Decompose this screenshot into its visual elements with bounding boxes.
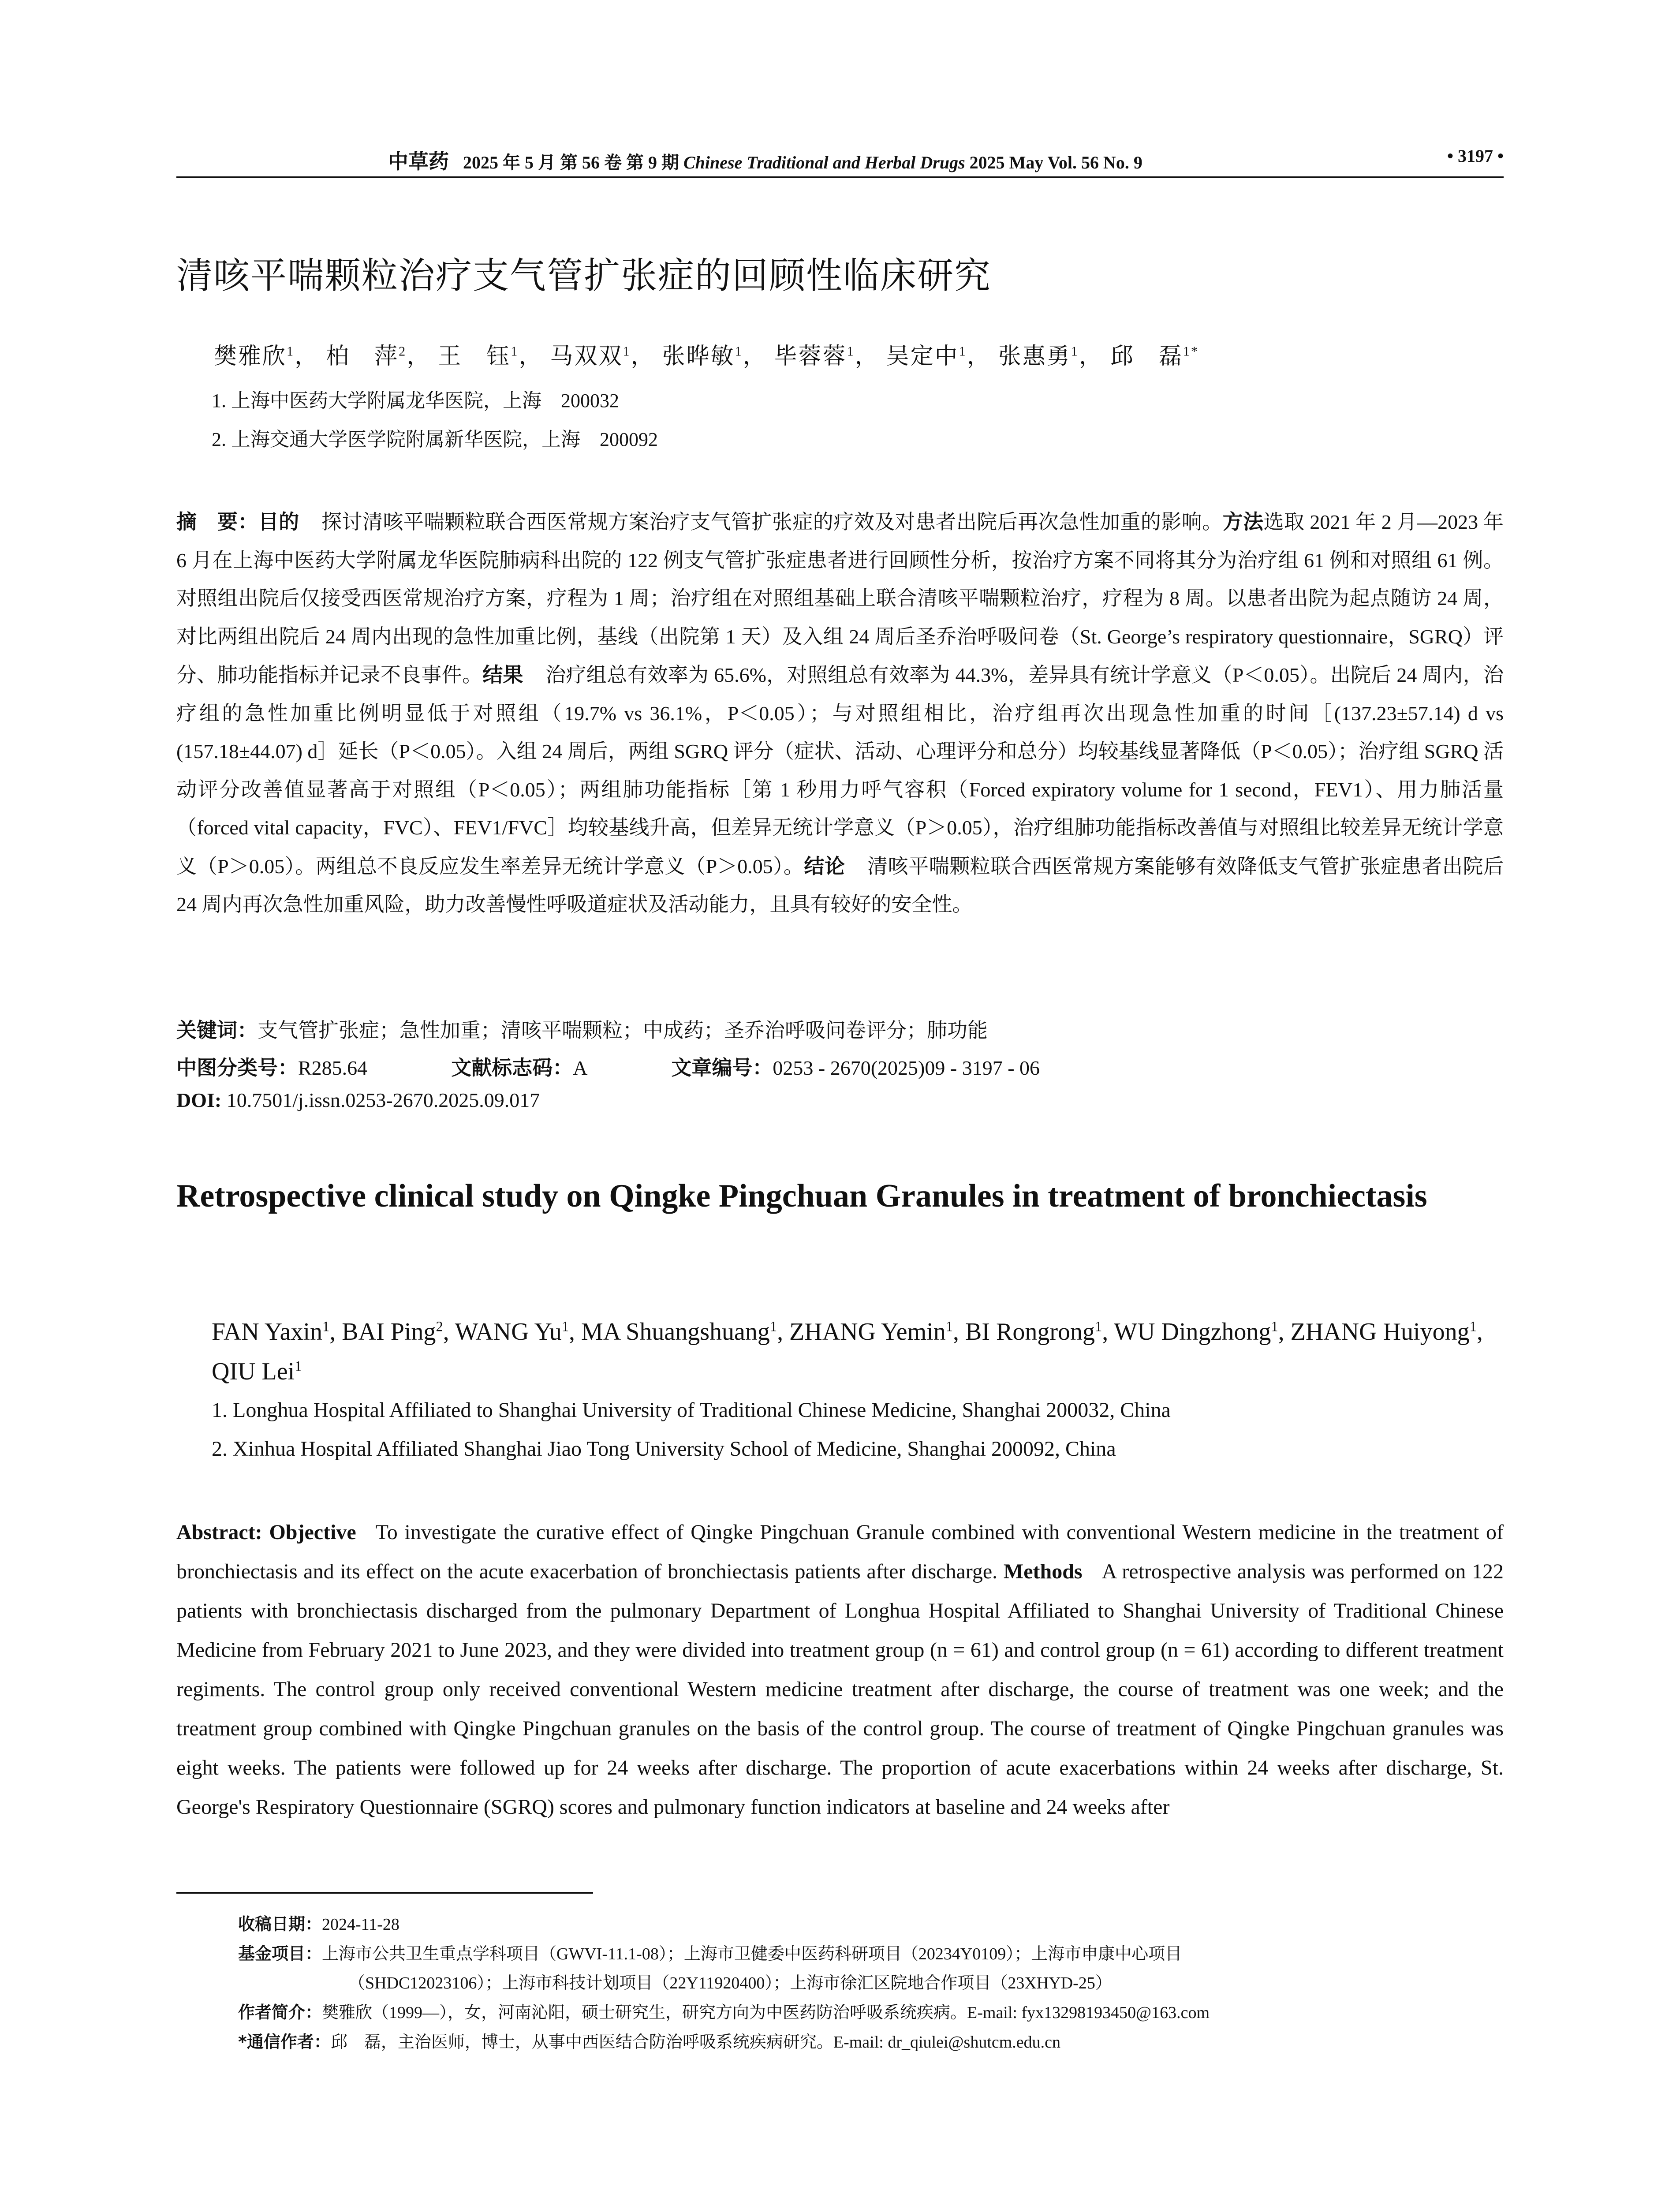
en-abstract-label: Abstract: [176,1521,262,1544]
cn-affiliation: 2. 上海交通大学医学院附属新华医院，上海 200092 [212,429,658,450]
footnotes [238,1910,1504,2057]
en-author: WU Dingzhong$^1$ [1114,1318,1278,1345]
cn-author: 张晔敏$^1$ [662,344,743,369]
en-author: ZHANG Huiyong$^1$ [1290,1318,1477,1345]
cn-author-list: 樊雅欣$^1$， 柏 萍$^2$， 王 钰$^1$， 马双双$^1$， 张晔敏$^1$， 毕蓉蓉$^1$， 吴定中$^1$， 张惠勇$^1$， 邱 磊$^{1*}$ [214,344,1199,369]
en-affiliation: 1. Longhua Hospital Affiliated to Shanghai University of Traditional Chinese Medicine, Shanghai 200032, China [212,1398,1171,1422]
cn-abstract-label: 摘 要： [176,510,258,534]
doi-link[interactable]: 10.7501/j.issn.0253-2670.2025.09.017 [226,1089,540,1111]
en-author: ZHANG Yemin$^1$ [789,1318,953,1345]
footnote-author-bio: 作者简介：樊雅欣（1999—），女，河南沁阳，硕士研究生，研究方向为中医药防治呼吸系统疾病。E-mail: fyx13298193450@163.com [238,2003,1210,2022]
page-number: • 3197 • [1447,146,1504,166]
header-journal-en: Chinese Traditional and Herbal Drugs [683,153,965,172]
cn-keywords-text: 支气管扩张症；急性加重；清咳平喘颗粒；中成药；圣乔治呼吸问卷评分；肺功能 [258,1019,988,1042]
cn-methods-text: 选取 2021 年 2 月—2023 年 6 月在上海中医药大学附属龙华医院肺病科出院的 122 例支气管扩张症患者进行回顾性分析，按治疗方案不同将其分为治疗组 61 例和对照组 61 例。对照组出院后仅接受西医常规治疗方案，疗程为 1 周；治疗组在对照组基础上联合清咳平喘颗粒治疗，疗程为 8 周。以患者出院为起点随访 24 周，对比两组出院后 24 周内出现的急性加重比例，基线（出院第 1 天）及入组 24 周后圣乔治呼吸问卷（St. George’s respiratory questionnaire，SGRQ）评分、肺功能指标并记录不良事件。 [176,511,1504,686]
header-divider [176,176,1504,178]
cn-abstract [176,503,1504,924]
en-author: MA Shuangshuang$^1$ [581,1318,777,1345]
cn-author: 张惠勇$^1$ [998,344,1079,369]
en-methods-label: Methods [1003,1560,1083,1583]
en-abstract [176,1513,1504,1827]
en-author: WANG Yu$^1$ [455,1318,569,1345]
doc-code-field: 文献标志码：A [451,1056,588,1080]
doi-label: DOI: [176,1089,222,1111]
cn-results-text: 治疗组总有效率为 65.6%，对照组总有效率为 44.3%，差异具有统计学意义（P＜0.05）。出院后 24 周内，治疗组的急性加重比例明显低于对照组（19.7% vs 36.1%，P＜0.05）；与对照组相比，治疗组再次出现急性加重的时间［(137.23±57.14) d vs (157.18±44.07) d］延长（P＜0.05）。入组 24 周后，两组 SGRQ 评分（症状、活动、心理评分和总分）均较基线显著降低（P＜0.05）；治疗组 SGRQ 活动评分改善值显著高于对照组（P＜0.05）；两组肺功能指标［第 1 秒用力呼气容积（Forced expiratory volume for 1 second，FEV1）、用力肺活量（forced vital capacity，FVC）、FEV1/FVC］均较基线升高，但差异无统计学意义（P＞0.05），治疗组肺功能指标改善值与对照组比较差异无统计学意义（P＞0.05）。两组总不良反应发生率差异无统计学意义（P＞0.05）。 [176,664,1504,878]
cn-author: 柏 萍$^2$ [326,344,407,369]
clc-field: 中图分类号：R285.64 [176,1056,368,1080]
cn-methods-label: 方法 [1222,510,1264,534]
cn-author: 马双双$^1$ [550,344,631,369]
cn-author: 王 钰$^1$ [438,344,519,369]
footnote-funding: 基金项目：上海市公共卫生重点学科项目（GWVI-11.1-08）；上海市卫健委中医药科研项目（20234Y0109）；上海市申康中心项目 （SHDC12023106）；上海市科技计划项目（22Y11920400）；上海市徐汇区院地合作项目（23XHYD-25） [238,1944,1182,1992]
cn-author: 樊雅欣$^1$ [214,344,295,369]
en-objective-label: Objective [269,1521,356,1544]
cn-keywords [176,1014,988,1043]
running-header [176,146,1504,181]
cn-conclusion-text: 清咳平喘颗粒联合西医常规方案能够有效降低支气管扩张症患者出院后 24 周内再次急性加重风险，助力改善慢性呼吸道症状及活动能力，且具有较好的安全性。 [176,855,1504,916]
doi-line [176,1088,540,1112]
header-issue-cn: 2025 年 5 月 第 56 卷 第 9 期 [463,153,679,172]
en-author: QIU Lei$^1$ [212,1358,302,1385]
en-author: FAN Yaxin$^1$ [212,1318,330,1345]
cn-author: 吴定中$^1$ [886,344,967,369]
en-author: BI Rongrong$^1$ [965,1318,1102,1345]
en-title: Retrospective clinical study on Qingke Pingchuan Granules in treatment of bronchiectasis [176,1178,1427,1214]
cn-affiliation: 1. 上海中医药大学附属龙华医院，上海 200032 [212,390,619,411]
en-objective-text: To investigate the curative effect of Qingke Pingchuan Granule combined with conventional Western medicine in the treatment of bronchiectasis and its effect on the acute exacerbation of bronchiectasis patients after discharge. [176,1521,1504,1583]
footnote-divider [176,1892,593,1894]
cn-title: 清咳平喘颗粒治疗支气管扩张症的回顾性临床研究 [176,255,992,297]
en-affiliation: 2. Xinhua Hospital Affiliated Shanghai Jiao Tong University School of Medicine, Shanghai 200092, China [212,1437,1116,1461]
cn-objective-label: 目的 [258,510,299,534]
en-author: BAI Ping$^2$ [342,1318,443,1345]
cn-results-label: 结果 [482,663,523,687]
en-author-list: FAN Yaxin$^1$, BAI Ping$^2$, WANG Yu$^1$, MA Shuangshuang$^1$, ZHANG Yemin$^1$, BI Rongrong$^1$, WU Dingzhong$^1$, ZHANG Huiyong$^1$, QIU Lei$^1$ [212,1318,1483,1385]
cn-author: 毕蓉蓉$^1$ [774,344,855,369]
article-no-field: 文章编号：0253 - 2670(2025)09 - 3197 - 06 [671,1056,1040,1080]
cn-objective-text: 探讨清咳平喘颗粒联合西医常规方案治疗支气管扩张症的疗效及对患者出院后再次急性加重的影响。 [321,511,1223,533]
header-journal-info [388,146,1142,175]
journal-brand: 中草药 [388,149,449,173]
en-methods-text: A retrospective analysis was performed on 122 patients with bronchiectasis discharged from the pulmonary Department of Longhua Hospital Affiliated to Shanghai University of Traditional Chinese Medicine from February 2021 to June 2023, and they were divided into treatment group (n = 61) and control group (n = 61) according to different treatment regiments. The control group only received conventional Western medicine treatment after discharge, the course of treatment was one week; and the treatment group combined with Qingke Pingchuan granules on the basis of the control group. The course of treatment of Qingke Pingchuan granules was eight weeks. The patients were followed up for 24 weeks after discharge. The proportion of acute exacerbations within 24 weeks after discharge, St. George's Respiratory Questionnaire (SGRQ) scores and pulmonary function indicators at baseline and 24 weeks after [176,1560,1504,1819]
cn-conclusion-label: 结论 [804,854,845,878]
header-issue-en: 2025 May Vol. 56 No. 9 [969,153,1142,172]
footnote-received: 收稿日期：2024-11-28 [238,1914,399,1934]
footnote-corresponding: *通信作者：邱 磊，主治医师，博士，从事中西医结合防治呼吸系统疾病研究。E-mail: dr_qiulei@shutcm.edu.cn [238,2032,1061,2052]
cn-classification [176,1052,1040,1081]
cn-keywords-label: 关键词： [176,1018,258,1042]
cn-author: 邱 磊$^{1*}$ [1110,344,1199,369]
